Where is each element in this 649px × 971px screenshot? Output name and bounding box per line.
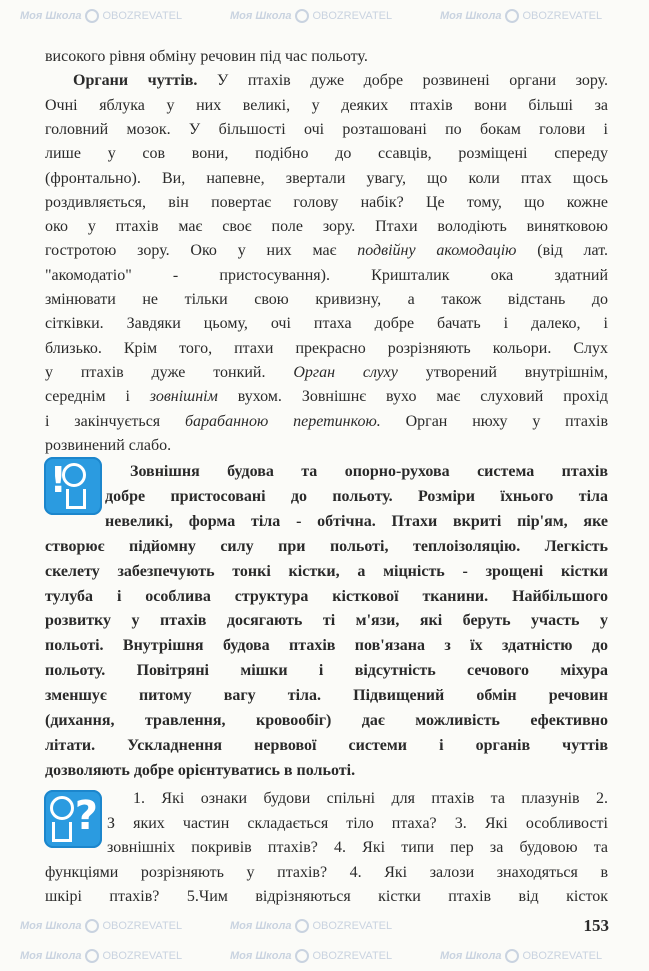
watermark-logo-icon xyxy=(295,949,309,963)
text-span: вухом. Зовнішнє вухо має слуховий прохід xyxy=(217,388,608,406)
watermark-brand-text: OBOZREVATEL xyxy=(102,10,183,22)
text-span: (від лат. xyxy=(516,242,608,260)
watermark-brand-text: OBOZREVATEL xyxy=(312,920,393,932)
text-line xyxy=(45,759,608,783)
text-span: дозволяють добре орієнтуватись в польоті. xyxy=(45,761,356,779)
watermark-brand-text: Моя Школа xyxy=(20,920,82,932)
text-line xyxy=(45,634,608,658)
text-span: роздивляється, він повертає голову набік? Це тому, що кожне xyxy=(45,193,608,211)
watermark-logo-icon xyxy=(85,949,99,963)
text-line xyxy=(45,861,608,885)
text-span: (дихання, травлення, кровообіг) дає можливість ефективно xyxy=(45,712,608,729)
text-line xyxy=(45,288,608,312)
text-line xyxy=(45,167,608,191)
text-line xyxy=(45,337,608,361)
text-span: розвитку у птахів досягають ті м'язи, які беруть участь у xyxy=(45,612,608,630)
watermark-brand-text: OBOZREVATEL xyxy=(522,10,603,22)
text-line xyxy=(133,787,608,811)
text-line xyxy=(105,485,608,509)
text-span: високого рівня обміну речовин під час польоту. xyxy=(45,48,368,65)
bold-heading: Органи чуттів. xyxy=(73,72,198,90)
text-line xyxy=(45,215,608,239)
text-span: у птахів дуже тонкий. xyxy=(45,363,294,381)
text-line xyxy=(45,684,608,708)
italic-term: подвійну акомодацію xyxy=(357,242,517,260)
text-span: добре пристосовані до польоту. Розміри їхнього тіла xyxy=(105,487,608,505)
text-span: близько. Крім того, птахи прекрасно розрізняють кольори. Слух xyxy=(45,339,608,357)
watermark-logo-icon xyxy=(505,9,519,23)
watermark-brand-text: Моя Школа xyxy=(230,920,292,932)
text-span: Очні яблука у них великі, у деяких птахів вони більші за xyxy=(45,96,608,114)
watermark-brand-text: Моя Школа xyxy=(230,950,292,962)
text-line xyxy=(45,585,608,609)
watermark xyxy=(20,918,182,934)
text-line xyxy=(45,659,608,683)
watermark-logo-icon xyxy=(295,919,309,933)
text-span: середнім і xyxy=(45,388,150,406)
watermark-brand-text: Моя Школа xyxy=(230,10,292,22)
text-line xyxy=(45,560,608,584)
text-span: "акомодатіо" - пристосування). Кришталик ока здатний xyxy=(45,266,608,284)
text-span: зменшує питому вагу тіла. Підвищений обмін речовин xyxy=(45,687,608,705)
watermark-logo-icon xyxy=(505,949,519,963)
watermark-brand-text: Моя Школа xyxy=(20,950,82,962)
italic-term: зовнішнім xyxy=(149,388,218,406)
text-line xyxy=(45,361,608,385)
watermark xyxy=(440,8,602,24)
watermark-brand-text: Моя Школа xyxy=(20,10,82,22)
text-span: 1. Які ознаки будови спільні для птахів та плазунів 2. xyxy=(133,790,608,807)
watermark xyxy=(230,948,392,964)
text-line xyxy=(45,312,608,336)
text-span: польоту. Повітряні мішки і відсутність сечового міхура xyxy=(45,662,608,680)
italic-term: барабанною перетинкою. xyxy=(185,412,381,430)
text-span: невеликі, форма тіла - обтічна. Птахи вкриті пір'ям, яке xyxy=(105,512,608,530)
text-span: змінювати не тільки свою кривизну, а також відстань до xyxy=(45,291,608,308)
watermark-brand-text: Моя Школа xyxy=(440,10,502,22)
text-span: око у птахів має своє поле зору. Птахи володіють винятковою xyxy=(45,218,608,236)
text-line xyxy=(45,239,608,263)
text-line xyxy=(45,94,608,118)
watermark xyxy=(20,948,182,964)
watermark xyxy=(440,948,602,964)
text-line xyxy=(45,734,608,758)
text-span: утворений внутрішнім, xyxy=(397,363,609,381)
watermark-brand-text: OBOZREVATEL xyxy=(522,950,603,962)
text-span: літати. Ускладнення нервової системи і органів чуттів xyxy=(45,736,608,754)
watermark xyxy=(230,8,392,24)
text-line xyxy=(107,836,608,860)
text-span: гостротою зору. Око у них має xyxy=(45,242,358,260)
text-line xyxy=(107,812,608,836)
text-span: зовнішніх покривів птахів? 4. Які типи пер за будовою та xyxy=(107,839,608,857)
watermark xyxy=(20,8,182,24)
watermark-brand-text: OBOZREVATEL xyxy=(102,920,183,932)
text-line xyxy=(45,142,608,166)
text-span: У птахів дуже добре розвинені органи зору. xyxy=(197,72,608,90)
text-span: розвинений слабо. xyxy=(45,436,172,454)
watermark-brand-text: OBOZREVATEL xyxy=(102,950,183,962)
text-span: і закінчується xyxy=(45,412,185,430)
watermark xyxy=(230,918,392,934)
text-line xyxy=(45,609,608,633)
watermark-brand-text: Моя Школа xyxy=(440,950,502,962)
text-line xyxy=(45,885,608,909)
text-span: шкірі птахів? 5.Чим відрізняються кістки птахів від кісток xyxy=(45,888,608,906)
text-line xyxy=(105,510,608,534)
text-line xyxy=(45,191,608,215)
watermark-logo-icon xyxy=(85,9,99,23)
text-span: головний мозок. У більшості очі розташовані по бокам голови і xyxy=(45,120,608,138)
page-number: 153 xyxy=(583,916,609,935)
text-span: створює підйомну силу при польоті, теплоізоляцію. Легкість xyxy=(45,537,608,555)
questions-icon: ? xyxy=(44,790,102,848)
text-line xyxy=(45,535,608,559)
text-span: Зовнішня будова та опорно-рухова система птахів xyxy=(130,463,608,480)
text-line xyxy=(45,385,608,409)
text-line xyxy=(45,709,608,733)
watermark-logo-icon xyxy=(85,919,99,933)
italic-term: Орган слуху xyxy=(293,363,398,381)
text-span: (фронтально). Ви, напевне, звертали увагу, що коли птах щось xyxy=(45,169,608,187)
text-span: Орган нюху у птахів xyxy=(380,412,609,430)
text-span: тулуба і особлива структура кісткової тканини. Найбільшого xyxy=(45,587,608,605)
text-span: польоті. Внутрішня будова птахів пов'язана з їх здатністю до xyxy=(45,637,608,655)
watermark-brand-text: OBOZREVATEL xyxy=(312,10,393,22)
remember-icon: ! xyxy=(44,457,102,515)
text-line xyxy=(73,69,608,93)
text-span: сітківки. Завдяки цьому, очі птаха добре бачать і далеко, і xyxy=(45,315,608,333)
text-span: функціями розрізняють у птахів? 4. Які залози знаходяться в xyxy=(45,863,608,881)
text-line xyxy=(45,45,608,69)
text-span: З яких частин складається тіло птаха? 3. Які особливості xyxy=(107,814,608,832)
text-line xyxy=(45,264,608,288)
text-span: скелету забезпечують тонкі кістки, а міцність - зрощені кістки xyxy=(45,562,608,580)
watermark-brand-text: OBOZREVATEL xyxy=(312,950,393,962)
text-span: лише у сов вони, подібно до ссавців, розміщені спереду xyxy=(45,145,608,163)
text-line xyxy=(45,434,608,458)
watermark-logo-icon xyxy=(295,9,309,23)
text-line xyxy=(45,118,608,142)
text-line xyxy=(45,410,608,434)
text-line xyxy=(130,460,608,484)
